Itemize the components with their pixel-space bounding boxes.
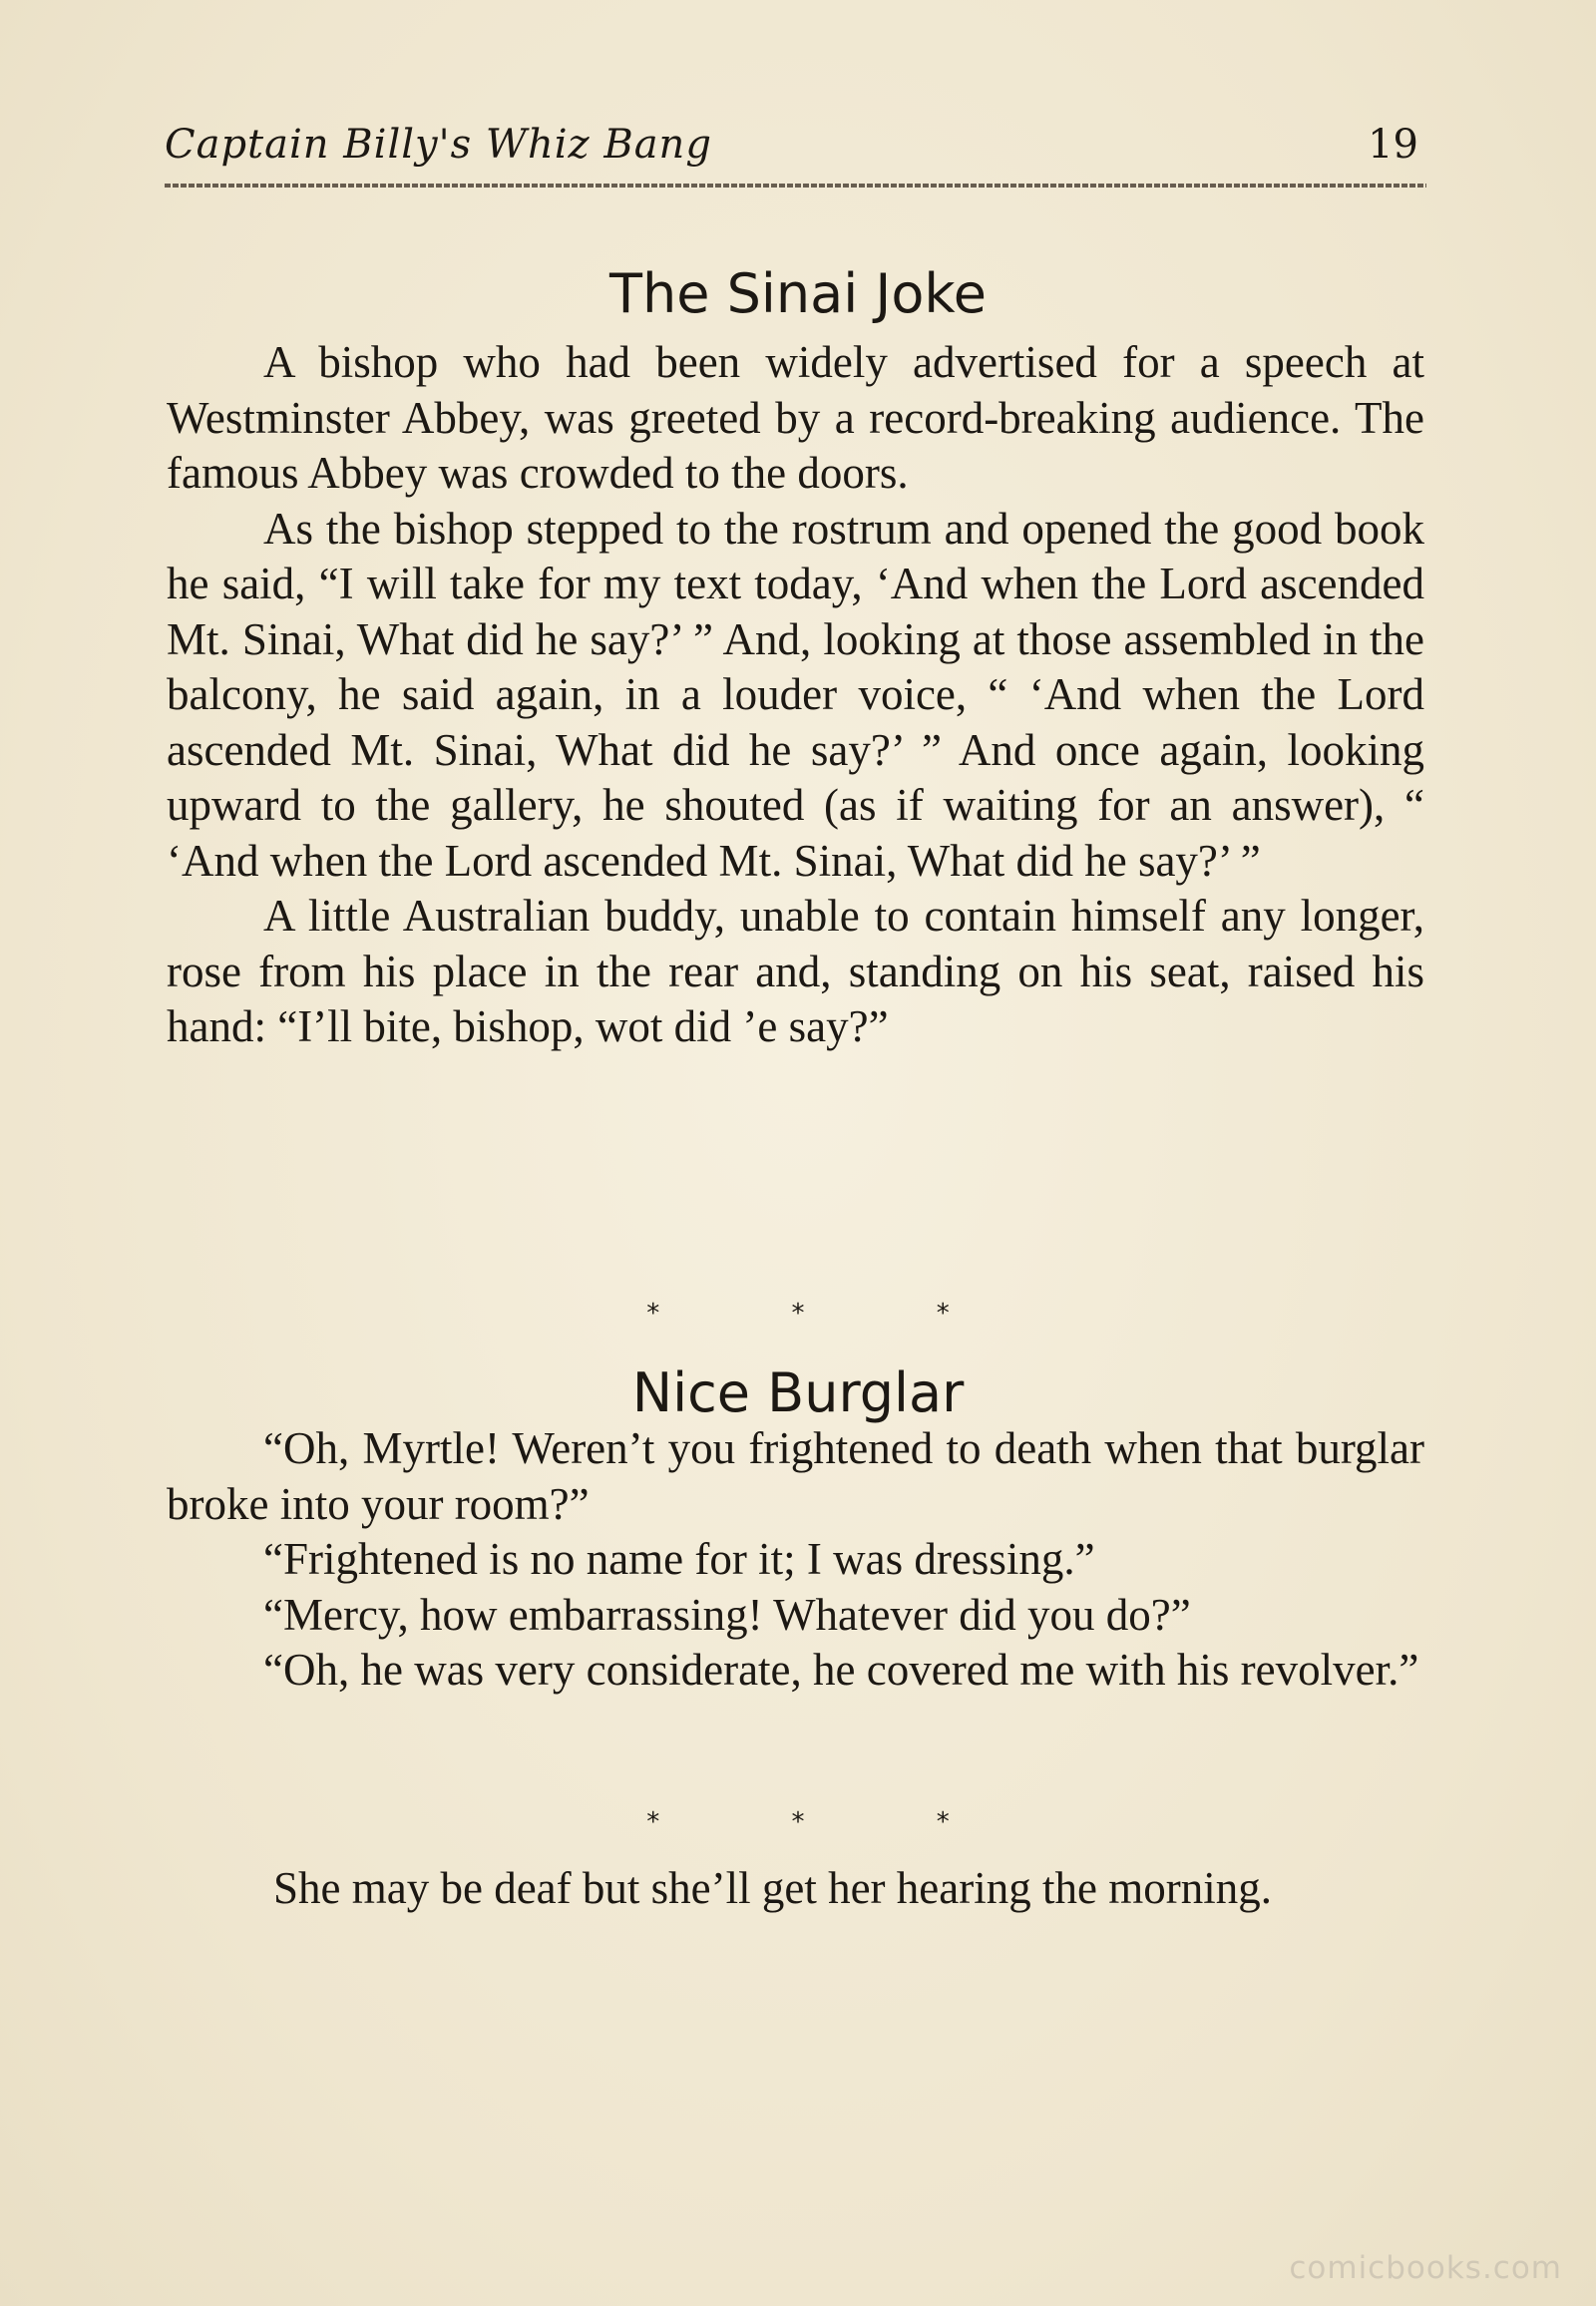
- section-title-sinai-joke: The Sinai Joke: [609, 262, 987, 325]
- paragraph: She may be deaf but she’ll get her hearing the morning.: [273, 1863, 1272, 1913]
- paragraph: A little Australian buddy, unable to contain himself any longer, rose from his place in the rear and, standing on his seat, raised his hand: “I’ll bite, bishop, wot did ’e say?”: [167, 891, 1424, 1051]
- section-title-nice-burglar: Nice Burglar: [631, 1361, 965, 1424]
- running-header: [165, 122, 1426, 182]
- paragraph: “Mercy, how embarrassing! Whatever did you do?”: [263, 1589, 1191, 1640]
- asterism-separator: * * *: [646, 1807, 1011, 1837]
- paragraph: As the bishop stepped to the rostrum and opened the good book he said, “I will take for my text today, ‘And when the Lord ascended Mt. Sinai, What did he say?’ ” And, looking at those assembled in the balcony, he said again, in a louder voice, “ ‘And when the Lord ascended Mt. Sinai, What did he say?’ ” And once again, looking upward to the gallery, he shouted (as if waiting for an answer), “ ‘And when the Lord ascended Mt. Sinai, What did he say?’ ”: [167, 503, 1424, 886]
- paragraph: “Frightened is no name for it; I was dressing.”: [263, 1534, 1095, 1584]
- asterism-separator: * * *: [646, 1299, 1011, 1329]
- page-number: 19: [1368, 122, 1418, 168]
- watermark: comicbooks.com: [1289, 2250, 1562, 2286]
- paragraph: “Oh, Myrtle! Weren’t you frightened to death when that burglar broke into your room?”: [167, 1423, 1424, 1529]
- sinai-joke-body: [167, 335, 1424, 1055]
- header-title: Captain Billy's Whiz Bang: [165, 122, 712, 168]
- header-rule: [165, 184, 1426, 188]
- paragraph: A bishop who had been widely advertised for a speech at Westminster Abbey, was greeted by a record-breaking audience. The famous Abbey was crowded to the doors.: [167, 337, 1424, 498]
- paragraph: “Oh, he was very considerate, he covered me with his revolver.”: [263, 1645, 1419, 1695]
- short-joke-body: [167, 1861, 1424, 1917]
- nice-burglar-body: [167, 1421, 1424, 1699]
